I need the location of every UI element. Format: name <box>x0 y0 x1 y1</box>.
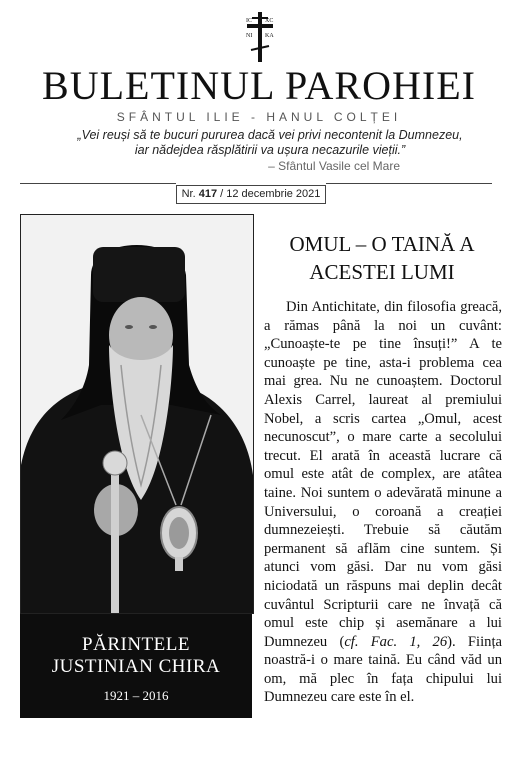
article-text: ). Ființa noastră-i o mare taină. Eu când văd un om, mă plec în fața chipului lui Dumnezeu care este în el. <box>264 633 502 706</box>
scripture-reference: cf. Fac. 1, 26 <box>344 633 448 650</box>
divider-left <box>20 183 176 184</box>
portrait-years: 1921 – 2016 <box>103 688 169 703</box>
priest-portrait-photo <box>20 214 254 614</box>
article-title-line: OMUL – O TAINĂ A <box>289 232 475 256</box>
quote-author: – Sfântul Vasile cel Mare <box>268 159 400 173</box>
emblem-letters-xc: XC <box>265 18 274 24</box>
orthodox-cross-icon <box>225 10 295 64</box>
issue-date: / 12 decembrie 2021 <box>217 188 321 200</box>
portrait-name <box>20 634 252 678</box>
issue-info <box>176 185 326 204</box>
emblem-letters-ni: NI <box>246 33 253 39</box>
portrait-caption <box>20 614 252 718</box>
divider-right <box>326 183 492 184</box>
portrait-name-line: JUSTINIAN CHIRA <box>51 656 221 677</box>
quote-line: iar nădejdea răsplătirii va ușura necazurile vieții.” <box>134 143 406 157</box>
article-text: Din Antichitate, din filosofia greacă, a rămas până la noi un cuvânt: „Cunoaște-te pe tine însuți!” A te cunoaște pe tine, asta-i problema cea mai grea. Nu ne cunoaștem. Doctorul Alexis Carrel, laureat al premiului Nobel, a scris cartea „Omul, acest necunoscut”, o mare carte a secolului trecut. El arată în această lucrare că omul este atât de complex, are atâtea taine. Noi suntem o adevărată minune a Universului, o coroană a creației dumnezeiești. Trebuie să căutăm permanent să aflăm cine suntem. Și atunci vom găsi. Dar nu vom găsi niciodată un răspuns mai deplin decât cuvântul Scripturii care ne învață că omul este chip și asemănare a lui Dumnezeu ( <box>264 299 502 650</box>
article-body <box>264 298 502 707</box>
quote-line: „Vei reuși să te bucuri pururea dacă vei privi necontenit la Dumnezeu, <box>77 128 463 142</box>
emblem-letters-ka: KA <box>265 33 274 39</box>
emblem-letters-ic: IC <box>246 18 252 24</box>
issue-prefix: Nr. <box>181 188 196 200</box>
article-paragraph <box>264 298 502 707</box>
publication-title: BULETINUL PAROHIEI <box>42 63 476 108</box>
portrait-name-line: PĂRINTELE <box>82 634 190 655</box>
article-title-line: ACESTEI LUMI <box>309 260 455 284</box>
article-title <box>262 230 502 286</box>
issue-number: 417 <box>198 188 218 200</box>
publication-subtitle: SFÂNTUL ILIE - HANUL COLȚEI <box>116 110 402 124</box>
epigraph-quote <box>60 128 480 158</box>
